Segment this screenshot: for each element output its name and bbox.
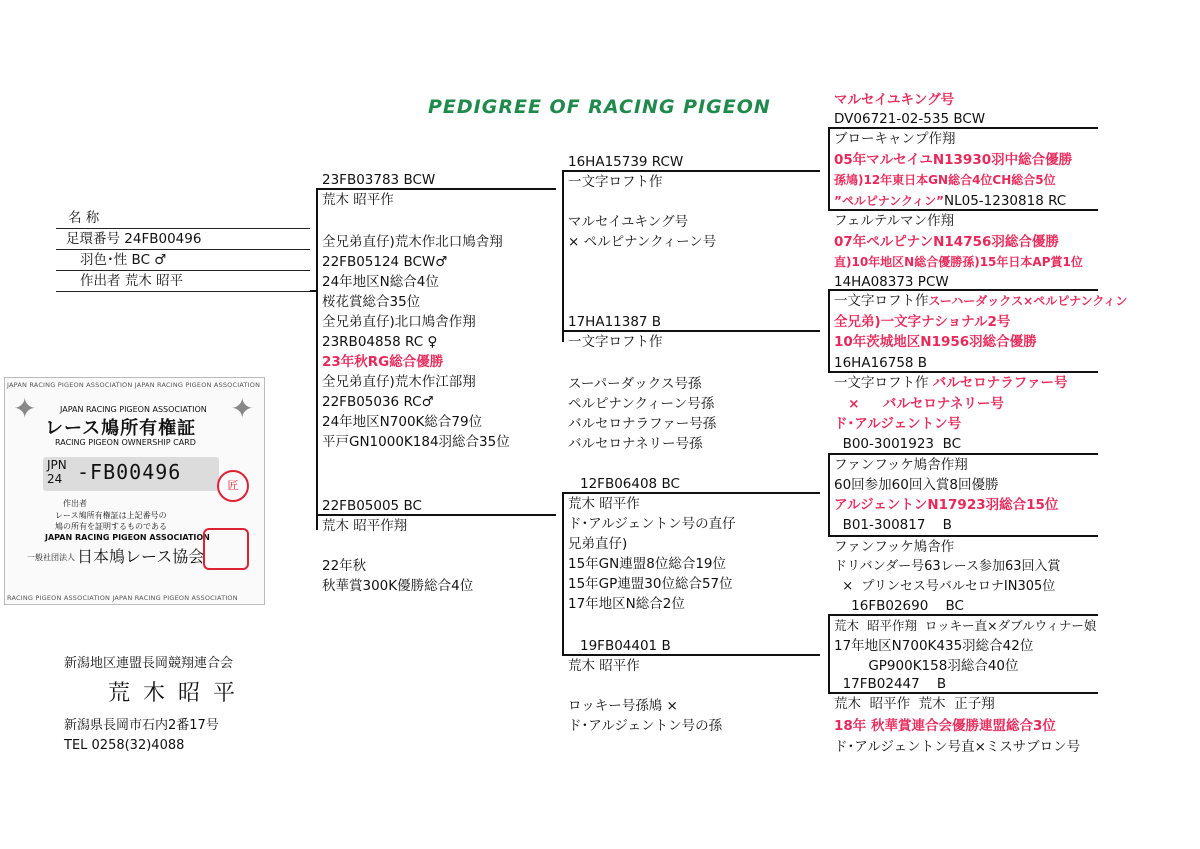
ds-ring: 12FB06408 BC <box>580 476 680 492</box>
ownership-card <box>4 377 265 605</box>
ds-line-0: 荒木 昭平作 <box>568 496 640 512</box>
g-bracket-2 <box>828 289 830 373</box>
card-subtitle: RACING PIGEON OWNERSHIP CARD <box>55 438 196 447</box>
ss-line-2: マルセイユキング号 <box>568 214 689 230</box>
name-label: 名 称 <box>56 208 310 229</box>
ss-line-0: 一文字ロフト作 <box>568 174 663 190</box>
sire-line-7: 23RB04858 RC ♀ <box>322 334 438 350</box>
sire-parents-bracket <box>562 170 564 342</box>
sd-ring: 17HA11387 B <box>568 314 662 330</box>
sire-line2-0: 全兄弟直仔)荒木作江部翔 <box>322 374 476 390</box>
g-bracket-4 <box>828 614 830 694</box>
root-link-line <box>310 290 318 292</box>
wing-left-icon: ✦ <box>13 392 37 425</box>
g4-red-0: × バルセロナネリー号 <box>834 396 1004 412</box>
sd-line-4: バルセロナラファー号孫 <box>568 416 717 432</box>
g1-last-line <box>834 191 1066 211</box>
g6-ring-2: 16FB02690 BC <box>834 598 964 614</box>
card-year: 24 <box>47 472 63 486</box>
card-edge-top: JAPAN RACING PIGEON ASSOCIATION JAPAN RACING PIGEON ASSOCIATION <box>7 381 261 389</box>
g1-ring: DV06721-02-535 BCW <box>834 111 986 127</box>
sire-red-line: 23年秋RG総合優勝 <box>322 354 444 370</box>
dd-line-3: ド･アルジェントン号の孫 <box>568 718 723 734</box>
info-box <box>56 208 310 292</box>
dam-line-0: 荒木 昭平作翔 <box>322 518 408 534</box>
card-note-2: 鳩の所有を証明するものである <box>55 522 167 531</box>
dam-ring: 22FB05005 BC <box>322 498 422 514</box>
g8-red: 18年 秋華賞連合会優勝連盟総合3位 <box>834 718 1056 734</box>
g4-line-prefix: 一文字ロフト作 <box>834 375 933 391</box>
g7-line-0: 荒木 昭平作翔 ロッキー直×ダブルウィナー娘 <box>834 618 1097 633</box>
g5-line-0: ファンフッケ鳩舎作翔 <box>834 457 968 473</box>
sire-line-4: 24年地区N総合4位 <box>322 274 439 290</box>
g1-red-1: 孫鳩)12年東日本GN総合4位CH総合5位 <box>834 173 1056 187</box>
g3-line-prefix: 一文字ロフト作 <box>834 293 929 309</box>
dd-line-2: ロッキー号孫鳩 × <box>568 698 678 714</box>
ss-line-3: × ペルピナンクィーン号 <box>568 234 717 250</box>
association-seal <box>203 528 249 570</box>
ds-line-3: 15年GN連盟8位総合19位 <box>568 556 727 572</box>
card-jpn-label: JPN <box>47 458 67 472</box>
pedigree-title: PEDIGREE OF RACING PIGEON <box>428 96 771 118</box>
card-title: レース鳩所有権証 <box>45 418 197 439</box>
wing-right-icon: ✦ <box>230 392 254 425</box>
card-ring-number: -FB00496 <box>77 460 182 484</box>
owner-tel: TEL 0258(32)4088 <box>64 738 185 753</box>
ring-number-row: 足環番号 24FB00496 <box>56 229 310 250</box>
g7-line-2: GP900K158羽総合40位 <box>834 658 1019 674</box>
g1-last: NL05-1230818 RC <box>943 193 1067 209</box>
g3-ring: 14HA08373 PCW <box>834 274 949 290</box>
card-association: JAPAN RACING PIGEON ASSOCIATION <box>60 405 207 414</box>
g6-line-0: ファンフッケ鳩舎作 <box>834 539 955 555</box>
g6-line-2: × プリンセス号バルセロナIN305位 <box>834 579 1056 594</box>
ss-ring: 16HA15739 RCW <box>568 154 684 170</box>
breeder-row: 作出者 荒木 昭平 <box>56 271 310 292</box>
g2-line-0: フェルテルマン作翔 <box>834 213 955 229</box>
card-jpn <box>47 458 67 486</box>
g1-name: マルセイユキング号 <box>834 92 955 108</box>
sire-line2-2: 24年地区N700K総合79位 <box>322 414 483 430</box>
g4-ring-2: B00-3001923 BC <box>834 436 962 452</box>
g5-red: アルジェントンN17923羽総合15位 <box>834 497 1059 513</box>
g-bracket-1 <box>828 127 830 211</box>
g3-line <box>834 291 1127 311</box>
sire-line2-3: 平戸GN1000K184羽総合35位 <box>322 434 510 450</box>
sire-line-2: 全兄弟直仔)荒木作北口鳩舎翔 <box>322 234 503 250</box>
g4-red-1: ド･アルジェントン号 <box>834 416 962 432</box>
g4-line <box>834 373 1068 393</box>
sire-line-3: 22FB05124 BCW♂ <box>322 254 448 270</box>
g3-red-0: 全兄弟)一文字ナショナル2号 <box>834 314 1011 330</box>
g1-line-0: ブローキャンプ作翔 <box>834 131 956 147</box>
card-author-label: 作出者 <box>63 499 87 508</box>
card-organization: 日本鳩レース協会 <box>77 547 205 566</box>
sd-line-0: 一文字ロフト作 <box>568 334 663 350</box>
dam-line-3: 秋華賞300K優勝総合4位 <box>322 578 474 594</box>
g2-red-0: 07年ペルピナンN14756羽総合優勝 <box>834 234 1059 250</box>
dd-line-0: 荒木 昭平作 <box>568 658 640 674</box>
dam-parents-bracket <box>562 492 564 656</box>
ds-line-2: 兄弟直仔) <box>568 536 628 552</box>
ds-line-1: ド･アルジェントン号の直仔 <box>568 516 736 532</box>
g8-last: ド･アルジェントン号直×ミスサブロン号 <box>834 739 1081 755</box>
sire-dam-bracket <box>316 188 318 530</box>
card-org-prefix: 一般社団法人 <box>27 553 75 562</box>
g7-line-1: 17年地区N700K435羽総合42位 <box>834 638 1034 654</box>
sire-line2-1: 22FB05036 RC♂ <box>322 394 434 410</box>
sd-line-3: ペルピナンクィーン号孫 <box>568 396 715 412</box>
g1-red-0: 05年マルセイユN13930羽中総合優勝 <box>834 152 1073 168</box>
g2-red-1: 直)10年地区N総合優勝孫)15年日本AP賞1位 <box>834 255 1083 269</box>
g6-line-1: ドリバンダー号63レース参加63回入賞 <box>834 559 1061 574</box>
owner-club: 新潟地区連盟長岡競翔連合会 <box>64 656 234 671</box>
ds-line-5: 17年地区N総合2位 <box>568 596 685 612</box>
color-sex-row: 羽色･性 BC ♂ <box>56 250 310 271</box>
g1-last-red: ”ペルピナンクィン” <box>834 194 944 208</box>
g8-line-0: 荒木 昭平作 荒木 正子翔 <box>834 696 995 712</box>
dd-ring: 19FB04401 B <box>580 638 671 654</box>
dam-line-2: 22年秋 <box>322 558 367 574</box>
g-bracket-3 <box>828 453 830 537</box>
g4-line-red: バルセロナラファー号 <box>932 375 1068 391</box>
owner-name: 荒 木 昭 平 <box>108 681 238 706</box>
g4-ring: 16HA16758 B <box>834 355 928 371</box>
ds-line-4: 15年GP連盟30位総合57位 <box>568 576 733 592</box>
g5-ring-2: B01-300817 B <box>834 517 952 533</box>
sire-line-5: 桜花賞総合35位 <box>322 294 421 310</box>
sire-ring: 23FB03783 BCW <box>322 172 436 188</box>
card-edge-bottom: RACING PIGEON ASSOCIATION JAPAN RACING PIGEON ASSOCIATION <box>7 594 238 602</box>
g3-line-red: スーハーダックス×ペルピナンクィン <box>928 294 1128 308</box>
sd-line-5: バルセロナネリー号孫 <box>568 436 703 452</box>
card-seal-stamp: 匠 <box>217 470 249 502</box>
card-association-2: JAPAN RACING PIGEON ASSOCIATION <box>45 533 210 542</box>
g3-red-1: 10年茨城地区N1956羽総合優勝 <box>834 334 1037 350</box>
owner-address: 新潟県長岡市石内2番17号 <box>64 718 219 733</box>
sd-line-2: スーパーダックス号孫 <box>568 376 702 392</box>
g5-line-1: 60回参加60回入賞8回優勝 <box>834 477 999 493</box>
card-note-1: レース鳩所有権証は上記番号の <box>55 511 167 520</box>
sire-line-0: 荒木 昭平作 <box>322 192 394 208</box>
g7-ring-2: 17FB02447 B <box>834 676 947 692</box>
sire-line-6: 全兄弟直仔)北口鳩舎作翔 <box>322 314 476 330</box>
